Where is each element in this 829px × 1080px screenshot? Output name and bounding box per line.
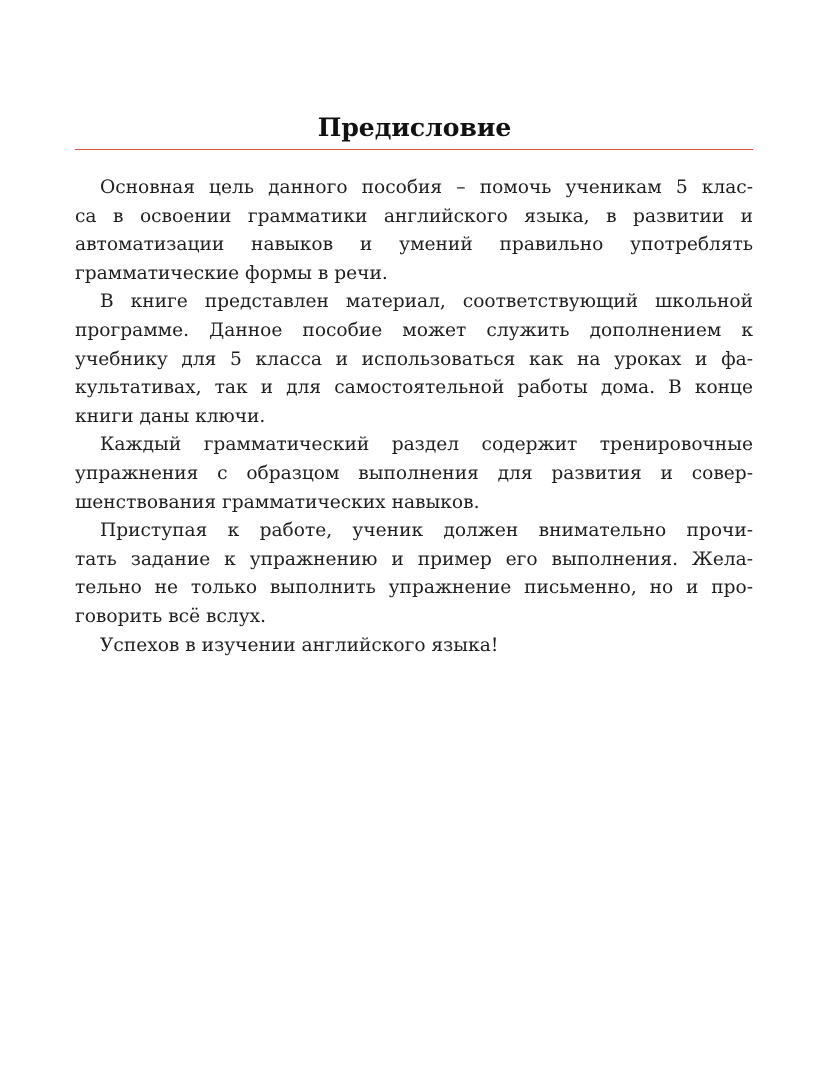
- text-line: Основная цель данного пособия – помочь ученикам 5 клас-: [100, 177, 753, 198]
- title-divider: [75, 149, 753, 150]
- paragraph-goal: [75, 174, 753, 288]
- text-line: программе. Данное пособие может служить дополнением к: [75, 319, 753, 341]
- paragraph-closing: [75, 632, 753, 661]
- text-line: тать задание к упражнению и пример его выполнения. Жела-: [75, 548, 753, 570]
- text-line: тельно не только выполнить упражнение письменно, но и про-: [75, 577, 753, 599]
- text-line: са в освоении грамматики английского языка, в развитии и: [75, 205, 753, 227]
- text-line: культативах, так и для самостоятельной работы дома. В конце: [75, 377, 753, 399]
- text-line: грамматические формы в речи.: [75, 262, 388, 284]
- text-line: учебнику для 5 класса и использоваться как на уроках и фа-: [75, 348, 753, 370]
- text-line: упражнения с образцом выполнения для развития и совер-: [75, 462, 753, 484]
- text-line: Успехов в изучении английского языка!: [100, 634, 499, 656]
- text-line: В книге представлен материал, соответствующий школьной: [100, 291, 753, 313]
- preface-body: [75, 174, 753, 660]
- text-line: говорить всё вслух.: [75, 605, 267, 627]
- text-line: Каждый грамматический раздел содержит тренировочные: [100, 434, 753, 456]
- paragraph-instructions: [75, 517, 753, 631]
- paragraph-content: [75, 288, 753, 431]
- text-line: шенствования грамматических навыков.: [75, 491, 480, 513]
- text-line: книги даны ключи.: [75, 405, 266, 427]
- text-line: автоматизации навыков и умений правильно употреблять: [75, 234, 753, 256]
- page-title: Предисловие: [317, 113, 512, 142]
- text-line: Приступая к работе, ученик должен внимательно прочи-: [100, 520, 753, 542]
- paragraph-sections: [75, 431, 753, 517]
